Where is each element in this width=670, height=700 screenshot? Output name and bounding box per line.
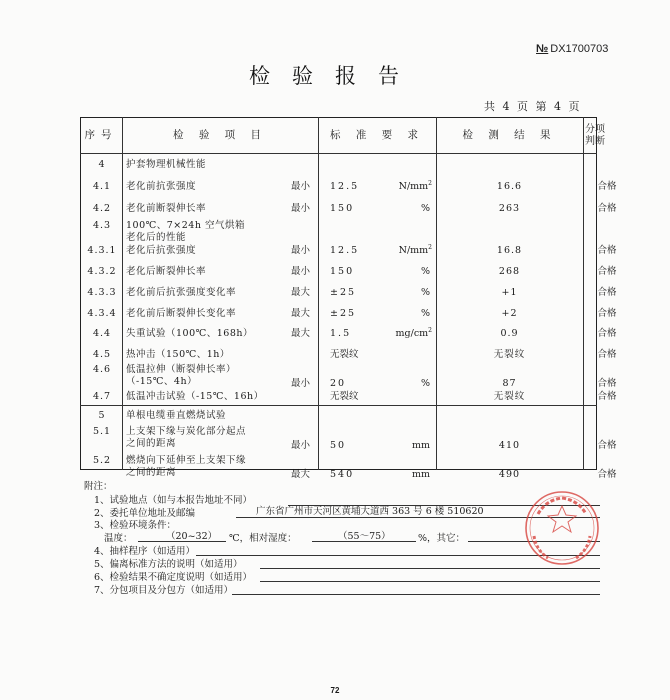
header-standard: 标 准 要 求 (329, 129, 424, 141)
row-seq: 4.3 (92, 220, 112, 231)
seq-col-divider (122, 117, 123, 470)
number-symbol: № (536, 43, 549, 55)
row-verdict: 合格 (597, 203, 617, 214)
row-limit: 最小 (291, 203, 311, 214)
row-seq: 4.3.3 (87, 287, 117, 298)
row-unit (412, 440, 430, 452)
row-item: 老化前后断裂伸长变化率 (126, 308, 237, 319)
row-item-line2: 老化后的性能 (126, 232, 187, 243)
row-item: 燃烧向下延伸至上支架下缘 (126, 455, 247, 466)
unit-text: % (420, 203, 430, 214)
note-humidity-value: （55～75） (338, 531, 391, 542)
row-standard-value: 无裂纹 (330, 349, 359, 360)
row-standard-value: 150 (330, 203, 355, 214)
row-verdict: 合格 (597, 181, 617, 192)
row-item: 老化后断裂伸长率 (126, 266, 207, 277)
unit-text: % (420, 287, 430, 298)
row-result: 16.8 (496, 245, 523, 256)
row-item-line2: 之间的距离 (126, 438, 177, 449)
row-item: 热冲击（150℃、1h） (126, 349, 230, 360)
row-seq: 4.1 (92, 181, 112, 192)
row-item: 护套物理机械性能 (126, 159, 207, 170)
row-standard-value: 1.5 (330, 328, 352, 339)
row-verdict: 合格 (597, 469, 617, 480)
row-result: +2 (501, 308, 518, 319)
report-number (536, 43, 608, 55)
report-number-value: DX1700703 (550, 43, 609, 55)
row-seq: 4.7 (92, 391, 112, 402)
note-subcontract-line (232, 594, 600, 595)
row-seq: 4 (98, 159, 106, 170)
row-result: 263 (498, 203, 521, 214)
row-unit (421, 266, 430, 278)
row-unit (421, 287, 430, 299)
note-client-address-value: 广东省广州市天河区黄埔大道西 363 号 6 楼 510620 (256, 506, 484, 517)
row-seq: 4.2 (92, 203, 112, 214)
row-verdict: 合格 (597, 378, 617, 389)
row-seq: 4.3.4 (87, 308, 117, 319)
row-item: 低温拉伸（断裂伸长率） (126, 364, 237, 375)
row-item-line2: 之间的距离 (126, 467, 177, 478)
row-item: 老化前断裂伸长率 (126, 203, 207, 214)
item-col-divider (318, 117, 319, 470)
row-seq: 5.1 (92, 426, 112, 437)
row-result: 0.9 (500, 328, 519, 339)
row-unit (399, 181, 432, 193)
note-client-address: 2、委托单位地址及邮编 (94, 508, 196, 519)
row-standard-value: 12.5 (330, 245, 360, 256)
row-limit: 最小 (291, 266, 311, 277)
note-subcontract: 7、分包项目及分包方（如适用） (94, 585, 234, 596)
note-humidity-unit: %，其它： (418, 533, 466, 544)
row-limit: 最大 (291, 308, 311, 319)
note-deviation: 5、偏离标准方法的说明（如适用） (94, 559, 243, 570)
row-seq: 5.2 (92, 455, 112, 466)
row-limit: 最大 (291, 328, 311, 339)
unit-text: mg/cm (395, 328, 429, 339)
row-item: 老化前抗张强度 (126, 181, 197, 192)
row-result: 无裂纹 (493, 391, 526, 402)
row-limit: 最大 (291, 287, 311, 298)
row-verdict: 合格 (597, 266, 617, 277)
row-verdict: 合格 (597, 391, 617, 402)
page-info: 共 4 页 第 4 页 (484, 100, 582, 113)
row-standard-value: 50 (330, 440, 347, 451)
unit-text: % (420, 266, 430, 277)
row-unit (412, 469, 430, 481)
row-verdict: 合格 (597, 308, 617, 319)
row-item: 老化后抗张强度 (126, 245, 197, 256)
row-unit (396, 328, 432, 340)
row-item: 单根电缆垂直燃烧试验 (126, 410, 227, 421)
row-standard-value: 无裂纹 (330, 391, 359, 402)
notes-heading: 附注： (84, 481, 113, 492)
note-temp-unit: ℃，相对湿度： (229, 533, 297, 544)
unit-text: N/mm (398, 245, 429, 256)
row-verdict: 合格 (597, 328, 617, 339)
row-seq: 4.3.1 (87, 245, 117, 256)
section-divider (80, 405, 597, 406)
row-limit: 最小 (291, 440, 311, 451)
unit-text: mm (411, 440, 430, 451)
row-unit (399, 245, 432, 257)
row-result: 410 (498, 440, 521, 451)
header-seq: 序号 (84, 129, 118, 141)
row-result: 87 (502, 378, 517, 389)
row-verdict: 合格 (597, 440, 617, 451)
unit-text: N/mm (398, 181, 429, 192)
row-unit (421, 308, 430, 320)
row-standard-value: 150 (330, 266, 355, 277)
row-item-line2: （-15℃、4h） (126, 376, 198, 387)
unit-text: % (420, 378, 430, 389)
note-environment: 3、检验环境条件： (94, 520, 177, 531)
unit-text: % (420, 308, 430, 319)
row-result: 无裂纹 (493, 349, 526, 360)
header-verdict-line2: 判断 (585, 136, 605, 147)
note-humidity-line (312, 541, 416, 542)
row-item: 100℃、7×24h 空气烘箱 (126, 220, 245, 231)
unit-superscript: 2 (428, 327, 432, 334)
row-item: 上支架下缘与炭化部分起点 (126, 426, 247, 437)
row-result: 268 (498, 266, 521, 277)
unit-superscript: 2 (428, 180, 432, 187)
row-seq: 4.5 (92, 349, 112, 360)
row-item: 低温冲击试验（-15℃、16h） (126, 391, 264, 402)
note-sampling: 4、抽样程序（如适用） (94, 546, 196, 557)
inspection-stamp-icon (522, 488, 602, 568)
note-test-location: 1、试验地点（如与本报告地址不同） (94, 495, 253, 506)
note-temp-line (138, 541, 226, 542)
row-standard-value: 12.5 (330, 181, 360, 192)
page-number: 72 (330, 686, 340, 695)
row-verdict: 合格 (597, 287, 617, 298)
row-result: 16.6 (496, 181, 523, 192)
row-limit: 最大 (291, 469, 311, 480)
header-divider (80, 153, 597, 154)
row-limit: 最小 (291, 181, 311, 192)
row-seq: 4.3.2 (87, 266, 117, 277)
note-uncertainty: 6、检验结果不确定度说明（如适用） (94, 572, 253, 583)
row-standard-value: ±25 (330, 308, 357, 319)
unit-superscript: 2 (428, 244, 432, 251)
unit-text: mm (411, 469, 430, 480)
header-verdict-line1: 分项 (585, 124, 605, 135)
row-verdict: 合格 (597, 245, 617, 256)
row-unit (421, 378, 430, 390)
row-seq: 4.6 (92, 364, 112, 375)
note-temp-value: （20~32） (166, 531, 218, 542)
row-seq: 4.4 (92, 328, 112, 339)
row-item: 老化前后抗张强度变化率 (126, 287, 237, 298)
note-deviation-line (260, 568, 600, 569)
note-temp-label: 温度： (104, 533, 133, 544)
header-item: 检 验 项 目 (172, 129, 267, 141)
row-result: 490 (498, 469, 521, 480)
row-seq: 5 (98, 410, 106, 421)
row-standard-value: 540 (330, 469, 355, 480)
note-uncertainty-line (260, 581, 600, 582)
header-result: 检 测 结 果 (462, 129, 557, 141)
result-col-divider (583, 117, 584, 470)
row-standard-value: ±25 (330, 287, 357, 298)
row-limit: 最小 (291, 245, 311, 256)
row-verdict: 合格 (597, 349, 617, 360)
page-title: 检验报告 (249, 64, 421, 88)
row-item: 失重试验（100℃、168h） (126, 328, 254, 339)
row-limit: 最小 (291, 378, 311, 389)
row-standard-value: 20 (330, 378, 347, 389)
row-unit (421, 203, 430, 215)
row-result: +1 (501, 287, 518, 298)
